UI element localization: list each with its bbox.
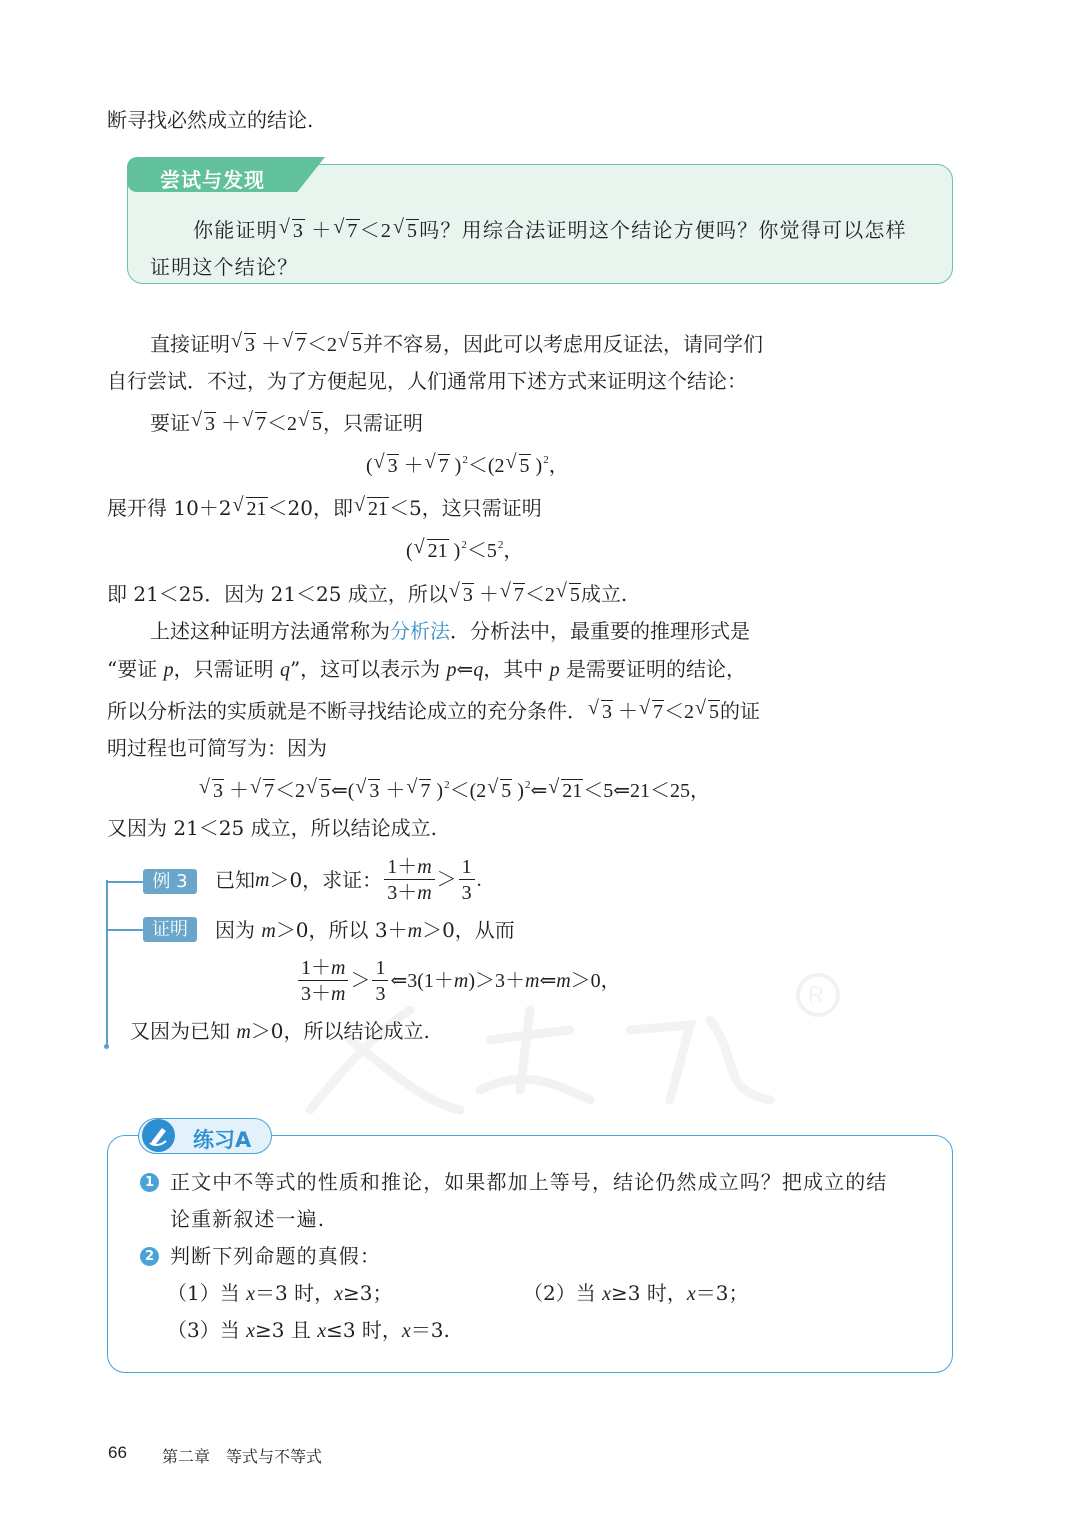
var-m: m (236, 1021, 251, 1043)
text: ≥3 且 (254, 1318, 318, 1342)
practice-a-label: 练习A (193, 1128, 252, 1152)
text: ＝3； (695, 1281, 749, 1305)
equation-squared-inequality: (√ 3 ＋√ 7 )$^2$＜(2√ 5 )$^2$， (366, 454, 569, 476)
text: ≤3 时， (326, 1318, 402, 1342)
text: 上述这种证明方法通常称为 (150, 619, 390, 643)
formula-inequality: √ 3 ＋√ 7＜2√ 5 (448, 584, 581, 606)
practice-q2-item-2 (523, 1283, 748, 1304)
text: ＞0，所以 3＋ (275, 918, 408, 942)
paragraph-line (107, 497, 542, 519)
formula-p-from-q: p⇐q (446, 659, 484, 681)
practice-q1-line-2: 论重新叙述一遍. (170, 1207, 326, 1231)
example-bracket-dot (104, 1044, 109, 1049)
paragraph-line: 又因为 21＜25 成立，所以结论成立. (107, 816, 437, 840)
text: 要证 (150, 411, 190, 435)
var-m: m (255, 869, 270, 891)
paragraph-line (150, 412, 423, 434)
proof-line-1 (215, 920, 515, 941)
text: ＝3. (410, 1318, 450, 1342)
text: “要证 (107, 657, 164, 681)
text: ＞0，所以结论成立. (250, 1019, 430, 1043)
paragraph-line: 自行尝试．不过，为了方便起见，人们通常用下述方式来证明这个结论： (107, 369, 747, 393)
paragraph-line (107, 659, 746, 680)
text: ”，这可以表示为 (289, 657, 447, 681)
example-3-tag: 例 3 (143, 869, 197, 894)
example-bracket-line (106, 881, 144, 883)
var-x: x (334, 1283, 343, 1305)
practice-q1-line-1: 正文中不等式的性质和推论，如果都加上等号，结论仍然成立吗？把成立的结 (170, 1170, 888, 1194)
paragraph-line (107, 700, 760, 722)
var-p: p (549, 659, 560, 681)
question-number-badge: 2 (140, 1247, 159, 1266)
formula-inequality: √ 3 ＋√ 7＜2√ 5 (587, 701, 720, 723)
var-x: x (246, 1320, 255, 1342)
formula-fraction-inequality: $\frac{1+m}{3+m}$ ＞ $\frac{1}{3}$ . (382, 857, 481, 903)
var-x: x (317, 1320, 327, 1342)
var-x: x (602, 1283, 611, 1305)
text: ＝3 时， (254, 1281, 335, 1305)
equation-sqrt21-squared: (√ 21 )$^2<5^2$， (406, 539, 523, 561)
text: 成立. (580, 582, 628, 606)
equation-proof-chain: $\frac{1+m}{3+m}$ ＞ $\frac{1}{3}$ ⇐3(1＋ m )＞3＋ m ⇐ m ＞0， (296, 956, 621, 1006)
paragraph-line: 明过程也可简写为：因为 (107, 736, 327, 760)
text: ＜20，即 (267, 496, 353, 520)
key-term-analysis-method: 分析法 (390, 619, 450, 643)
svg-text:R: R (808, 982, 824, 1007)
var-m: m (407, 920, 423, 942)
example-bracket-line (106, 929, 144, 931)
formula-sqrt21: √ 21 (353, 498, 389, 520)
try-discover-label: 尝试与发现 (160, 168, 265, 192)
text: ≥3 时， (610, 1281, 687, 1305)
text: 并不容易，因此可以考虑用反证法，请同学们 (363, 332, 763, 356)
proof-tag: 证明 (143, 917, 197, 942)
text: 已知 (215, 868, 255, 892)
text: 直接证明 (150, 332, 230, 356)
chapter-title: 第二章 等式与不等式 (162, 1447, 323, 1466)
text: （1）当 (167, 1281, 247, 1305)
try-question-line-1 (193, 219, 907, 241)
proof-conclusion (130, 1021, 430, 1042)
text: ，只需证明 (323, 411, 423, 435)
var-x: x (246, 1283, 255, 1305)
text: （2）当 (523, 1281, 603, 1305)
text: 即 21＜25．因为 21＜25 成立，所以 (107, 582, 448, 606)
example-bracket-line (106, 880, 108, 1048)
text: 展开得 10＋2 (107, 496, 232, 520)
text: ．分析法中，最重要的推理形式是 (450, 619, 750, 643)
text: 是需要证明的结论， (559, 657, 747, 681)
text: ＞0，求证： (269, 868, 383, 892)
page-number: 66 (108, 1443, 127, 1462)
text: ＜5，这只需证明 (388, 496, 542, 520)
formula-sqrt21: √ 21 (232, 498, 268, 520)
var-q: q (279, 659, 290, 681)
practice-q2-item-3 (167, 1320, 450, 1341)
text: 的证 (720, 699, 760, 723)
text: ，只需证明 (173, 657, 280, 681)
text: 又因为已知 (130, 1019, 237, 1043)
text: ＞0，从而 (422, 918, 515, 942)
var-m: m (261, 920, 276, 942)
text: （3）当 (167, 1318, 247, 1342)
try-text: 你能证明 (193, 218, 278, 242)
practice-q2-item-1 (167, 1283, 392, 1304)
paragraph-line (107, 583, 627, 605)
try-text: 吗？用综合法证明这个结论方便吗？你觉得可以怎样 (419, 218, 907, 242)
text-line-continuation: 断寻找必然成立的结论. (107, 108, 314, 132)
paragraph-line (150, 333, 763, 355)
question-number-badge: 1 (140, 1173, 159, 1192)
text: 所以分析法的实质就是不断寻找结论成立的充分条件． (107, 699, 587, 723)
example-statement (215, 855, 482, 905)
var-x: x (686, 1283, 696, 1305)
publisher-watermark-logo (290, 982, 850, 1120)
var-x: x (401, 1320, 411, 1342)
pencil-icon (142, 1119, 175, 1152)
equation-analysis-chain: √ 3 ＋√ 7＜2√ 5⇐(√ 3 ＋√ 7 )$^2$＜(2√ 5 )$^2$⇐√ 21＜5⇐21＜25， (198, 779, 710, 801)
formula-inequality: √ 3 ＋√ 7＜2√ 5 (190, 413, 323, 435)
text: 因为 (215, 918, 262, 942)
practice-q2: 判断下列命题的真假： (170, 1244, 381, 1268)
try-question-line-2: 证明这个结论？ (150, 255, 299, 279)
formula-inequality: √ 3 ＋√ 7＜2√ 5 (230, 334, 363, 356)
text: ≥3； (342, 1281, 393, 1305)
text: ，其中 (483, 657, 550, 681)
formula-sqrt3-sqrt7-2sqrt5: √ 3 ＋√ 7＜2√ 5 (278, 220, 419, 242)
var-p: p (163, 659, 174, 681)
paragraph-line (150, 621, 750, 641)
